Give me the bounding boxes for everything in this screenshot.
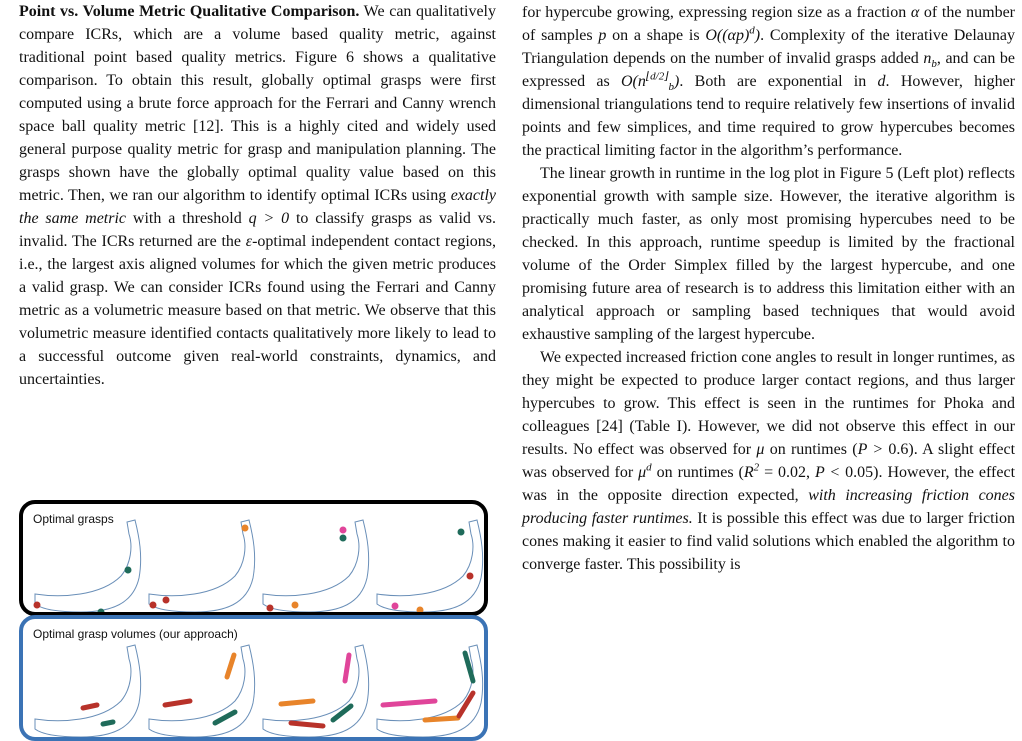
grasp-contact-region — [227, 655, 234, 677]
text-run: -optimal independent contact regions, i.e., the largest axis aligned volumes for which the given metric produces a valid grasp. We can consider ICRs found using the Ferrari and Canny metric as a volumetric measure based on that metric. We observe that this volumetric measure identified contacts qualitatively more likely to lead to a successful outcome given real-world constraints, dynamics, and uncertainties. — [19, 233, 497, 388]
grasp-contact-region — [465, 653, 473, 681]
math-inline — [621, 70, 680, 94]
section-heading: Point vs. Volume Metric Qualitative Comparison. — [19, 3, 360, 20]
math-inline — [743, 461, 760, 481]
math-sub: b — [931, 58, 937, 71]
grasp-contact-point — [163, 597, 170, 604]
text-run: . However, higher dimensional triangulations tend to require relatively few insertions of invalid points and few simplices, and time required to grow hypercubes becomes the practical limiting factor in the algorithm’s performance. — [522, 73, 1016, 159]
grasp-contact-point — [340, 535, 347, 542]
grasp-contact-region — [345, 655, 349, 681]
math-sub: b — [668, 81, 675, 94]
math-inline: d — [877, 73, 886, 90]
math-sup: d — [749, 24, 755, 37]
optimal-grasp-volumes-panel — [19, 615, 488, 741]
figure-6 — [19, 500, 496, 736]
panel-title: Optimal grasp volumes (our approach) — [33, 627, 238, 641]
math-part: ) — [674, 73, 680, 90]
left-column — [19, 0, 496, 391]
grasp-contact-point — [392, 603, 399, 610]
banana-outline — [263, 520, 369, 612]
emphasis-text: exactly the same metric — [19, 187, 496, 227]
math-inline: P > — [857, 441, 884, 458]
grasp-contact-point — [292, 602, 299, 609]
paragraph-runtime-growth: The linear growth in runtime in the log plot in Figure 5 (Left plot) reflects exponential growth with sample size. However, the iterative algorithm is practically much faster, as only most promising hypercubes need to be checked. In this approach, runtime speedup is limited by the fractional volume of the Order Simplex filled by the largest hypercube, and one promising future area of research is to address this limitation either with an analytical approach or sampling based techniques that would avoid exhaustive sampling of the largest hypercube. — [522, 165, 1015, 343]
text-run: . Both are exponential in — [679, 73, 878, 90]
text-run: We can qualitatively compare ICRs, which are a volume based quality metric, against traditional point based quality metrics. Figure 6 shows a qualitative comparison. To obtain this result, globally optimal grasps were first computed using a brute force approach for the Ferrari and Canny wrench space ball quality metric [12]. This is a highly cited and widely used general purpose quality metric for grasp and manipulation planning. The grasps shown have the globally optimal quality value based on this metric. Then, we ran our algorithm to identify optimal ICRs using — [19, 3, 496, 204]
math-inline: P < — [815, 464, 841, 481]
panel-title: Optimal grasps — [33, 512, 114, 526]
text-run: We expected increased friction cone angles to result in longer runtimes, as they might be expected to produce larger contact regions, and thus larger hypercubes to grow. This effect is seen in the runtimes for Phoka and colleagues [24] (Table I). However, we did not observe this effect in our results. No effect was observed for — [522, 349, 1015, 458]
math-inline — [923, 50, 937, 71]
grasp-contact-point — [150, 602, 157, 609]
math-part: n — [923, 50, 932, 67]
grasp-contact-point — [340, 527, 347, 534]
optimal-grasps-panel — [19, 500, 488, 616]
emphasis-text: with increasing friction cones producing faster runtimes. — [522, 487, 1015, 527]
math-part: ) — [754, 27, 761, 44]
text-run: . Complexity of the iterative Delaunay Triangulation depends on the number of invalid grasps added — [522, 27, 1015, 67]
grasp-contact-point — [125, 567, 132, 574]
text-run: = 0.02, — [759, 464, 815, 481]
math-inline: α — [910, 4, 920, 21]
math-sup: d — [646, 461, 652, 474]
grasp-contact-region — [383, 701, 435, 705]
banana-outline — [377, 520, 483, 612]
grasp-contact-point — [267, 605, 274, 612]
grasp-contact-region — [333, 706, 351, 720]
grasp-contact-point — [242, 525, 249, 532]
banana-outline — [149, 645, 255, 737]
optimal-grasps-drawing — [23, 504, 488, 616]
grasp-contact-region — [103, 722, 113, 724]
text-run: It is possible this effect was due to larger friction cones making it easier to find valid solutions which enabled the algorithm to converge faster. This possibility is — [522, 510, 1015, 573]
math-part: R — [743, 464, 754, 481]
grasp-contact-region — [215, 712, 235, 723]
paragraph-point-vs-volume — [19, 0, 496, 391]
grasp-volumes-drawing — [23, 619, 488, 741]
grasp-contact-point — [34, 602, 41, 609]
text-run: on runtimes ( — [651, 464, 744, 481]
math-part: O((αp) — [705, 27, 750, 44]
text-run: to classify grasps as valid vs. invalid. The ICRs returned are the — [19, 210, 497, 250]
grasp-contact-region — [281, 701, 313, 704]
math-inline: q > 0 — [248, 210, 290, 227]
math-part: O(n — [621, 73, 646, 90]
right-column — [522, 1, 1015, 576]
text-run: with a threshold — [126, 210, 249, 227]
math-sup: 2 — [753, 461, 760, 474]
text-run: , and can be expressed as — [522, 50, 1015, 90]
grasp-contact-point — [417, 607, 424, 614]
text-run: on runtimes ( — [764, 441, 858, 458]
grasp-contact-region — [291, 723, 323, 726]
text-run: on a shape is — [606, 27, 706, 44]
grasp-contact-region — [83, 705, 97, 708]
grasp-contact-point — [458, 529, 465, 536]
text-run: 0.6). A slight effect was observed for — [522, 441, 1016, 481]
grasp-contact-point — [467, 573, 474, 580]
math-inline: p — [598, 27, 607, 44]
paragraph-friction-cones — [522, 346, 1015, 576]
text-run: of the number of samples — [522, 4, 1015, 44]
text-run: for hypercube growing, expressing region size as a fraction — [522, 4, 911, 21]
banana-outline — [35, 645, 141, 737]
paragraph-complexity — [522, 1, 1015, 162]
text-run: 0.05). However, the effect was in the opposite direction expected, — [522, 464, 1016, 504]
grasp-contact-region — [165, 701, 190, 705]
math-inline: ε — [245, 233, 253, 250]
grasp-contact-region — [425, 718, 458, 720]
math-part: μ — [638, 464, 647, 481]
math-inline: μ — [756, 441, 765, 458]
math-inline — [705, 24, 761, 44]
math-inline — [638, 461, 652, 481]
banana-outline — [35, 520, 141, 612]
math-sup: ⌊d/2⌋ — [645, 70, 669, 83]
